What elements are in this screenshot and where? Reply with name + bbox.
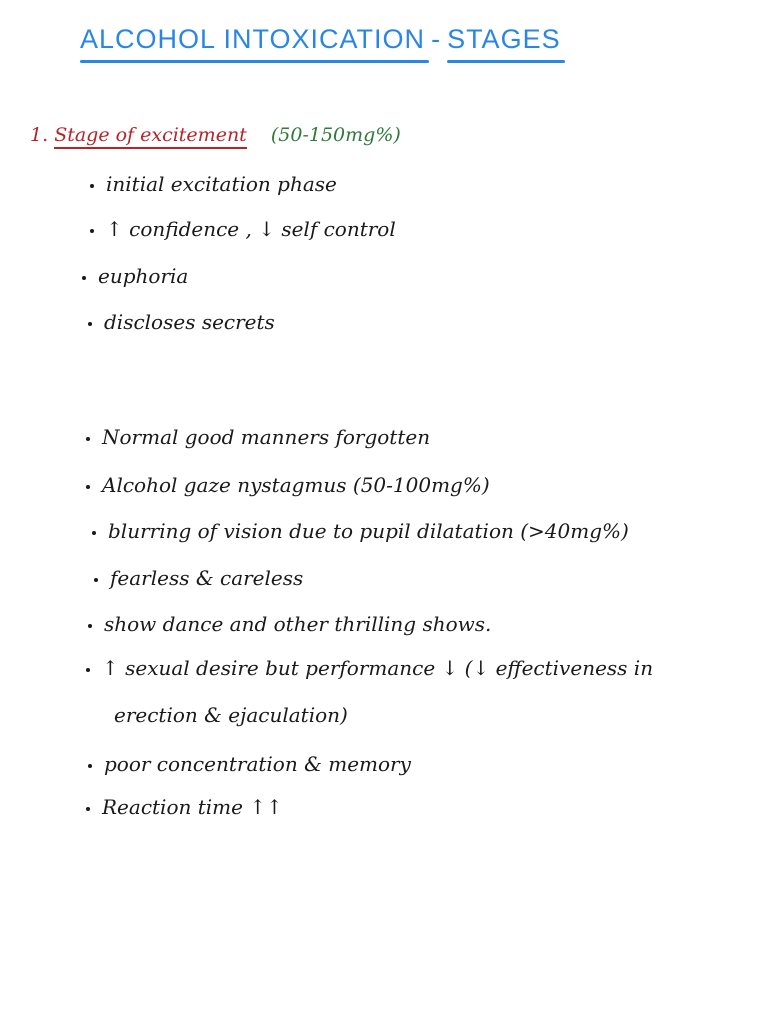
bullet-dot: [88, 624, 92, 628]
bullet-text: Normal good manners forgotten: [102, 425, 431, 449]
bullet-text: blurring of vision due to pupil dilatation (>40mg%): [108, 519, 629, 543]
bullet-text: fearless & careless: [110, 566, 304, 590]
section-heading: [30, 124, 401, 146]
bullet-text: Alcohol gaze nystagmus (50-100mg%): [102, 473, 490, 497]
bullet-dot: [82, 276, 86, 280]
bullet-dot: [86, 807, 90, 811]
bullet-text: ↑ sexual desire but performance ↓ (↓ effectiveness in: [102, 656, 654, 680]
bullet-text: poor concentration & memory: [104, 752, 411, 776]
bullet-item: [92, 519, 629, 543]
bullet-item: [86, 795, 283, 819]
bullet-dot: [90, 229, 94, 233]
bullet-text: show dance and other thrilling shows.: [104, 612, 492, 636]
page-title: [80, 24, 561, 61]
bullet-dot: [88, 322, 92, 326]
bullet-text: euphoria: [98, 264, 189, 288]
bullet-item: [88, 752, 411, 776]
bullet-item: [88, 310, 275, 334]
section-title: Stage of excitement: [54, 124, 247, 149]
bullet-dot: [88, 764, 92, 768]
title-dash: -: [431, 24, 442, 54]
bullet-text: initial excitation phase: [106, 172, 337, 196]
bullet-item: [90, 172, 337, 196]
bullet-text: ↑ confidence , ↓ self control: [106, 217, 396, 241]
bullet-dot: [94, 578, 98, 582]
bullet-text: discloses secrets: [104, 310, 275, 334]
bullet-dot: [90, 184, 94, 188]
bullet-text: Reaction time ↑↑: [102, 795, 283, 819]
bullet-continuation: erection & ejaculation): [114, 703, 348, 727]
bullet-item: [88, 612, 491, 636]
bullet-item: [86, 656, 653, 680]
title-part-1: ALCOHOL INTOXICATION: [80, 24, 425, 61]
bullet-item: [90, 217, 396, 241]
section-number: 1.: [30, 124, 49, 146]
bullet-item: [82, 264, 188, 288]
bullet-item: [94, 566, 303, 590]
bullet-dot: [86, 668, 90, 672]
bullet-dot: [86, 437, 90, 441]
bullet-dot: [86, 485, 90, 489]
title-part-2: STAGES: [447, 24, 561, 61]
section-range: (50-150mg%): [270, 124, 401, 146]
bullet-item: [86, 425, 430, 449]
bullet-dot: [92, 531, 96, 535]
bullet-item: [86, 473, 490, 497]
